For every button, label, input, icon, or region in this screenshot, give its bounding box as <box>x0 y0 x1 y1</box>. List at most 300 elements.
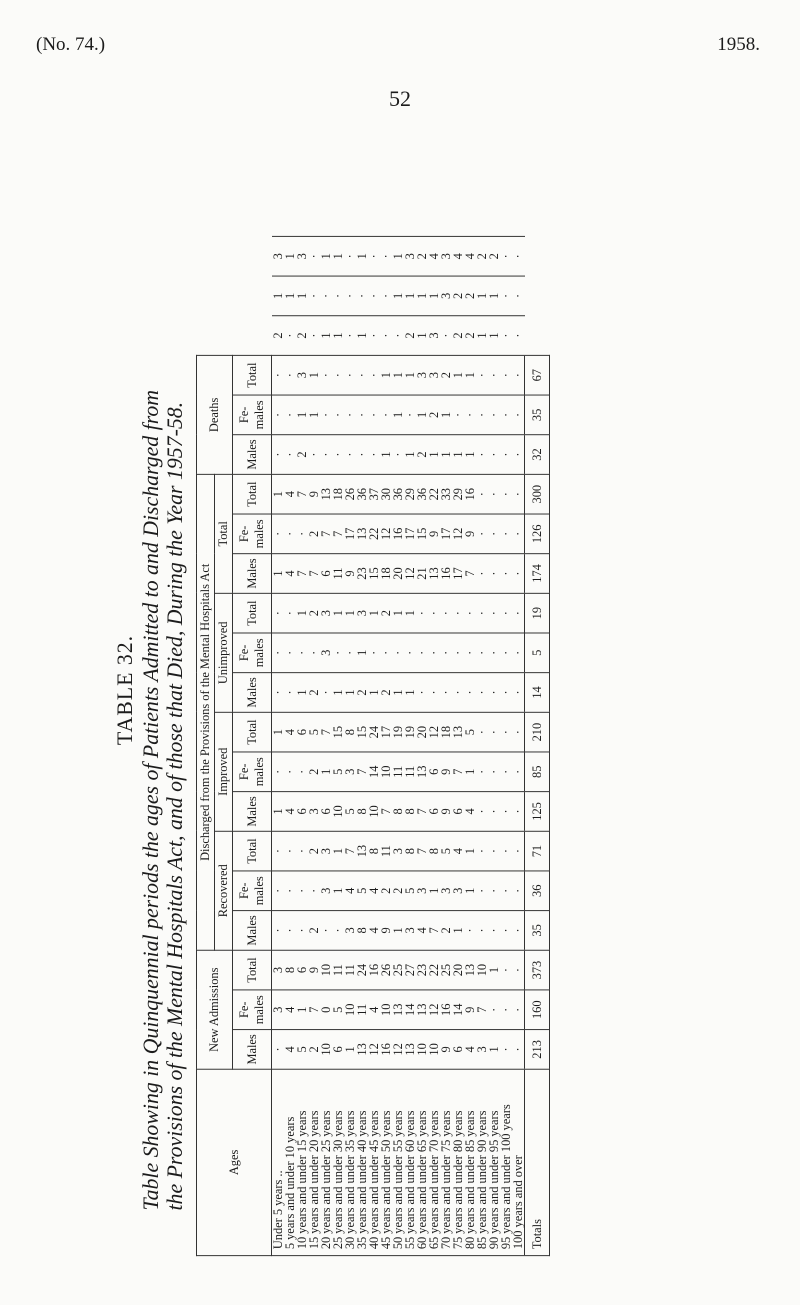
table-cell: · <box>308 871 320 911</box>
table-cell: 1 <box>332 871 344 911</box>
table-cell: 4 <box>284 554 296 594</box>
table-cell: · <box>452 673 464 713</box>
table-cell: 4 <box>368 990 380 1030</box>
table-cell: · <box>284 633 296 673</box>
table-cell: · <box>284 831 296 871</box>
table-cell: 29 <box>404 474 416 514</box>
table-cell: 1 <box>332 236 344 276</box>
table-cell: · <box>488 554 500 594</box>
table-cell: 4 <box>284 792 296 832</box>
totals-label: Totals <box>525 1069 550 1255</box>
table-cell: · <box>284 435 296 475</box>
table-cell: · <box>512 792 525 832</box>
table-cell: 3 <box>272 236 285 276</box>
table-cell: · <box>500 554 512 594</box>
table-cell: 2 <box>488 236 500 276</box>
subheader-females: Fe-males <box>233 990 272 1030</box>
table-cell: · <box>500 673 512 713</box>
table-cell: 3 <box>440 236 452 276</box>
table-cell: 5 <box>344 792 356 832</box>
table-cell: 10 <box>320 1030 332 1070</box>
table-cell: 1 <box>272 792 285 832</box>
table-cell: 10 <box>416 1030 428 1070</box>
table-row <box>452 236 464 1255</box>
table-cell: · <box>284 673 296 713</box>
table-cell: 1 <box>272 276 285 316</box>
table-cell: 13 <box>356 1030 368 1070</box>
table-cell: 3 <box>476 1030 488 1070</box>
table-cell: 1 <box>380 355 392 395</box>
table-row <box>284 236 296 1255</box>
table-cell: 11 <box>392 752 404 792</box>
table-cell: 9 <box>464 990 476 1030</box>
table-cell: 1 <box>344 593 356 633</box>
subheader-total: Total <box>233 355 272 395</box>
table-cell: · <box>476 593 488 633</box>
table-cell: · <box>476 712 488 752</box>
table-cell: 1 <box>404 673 416 713</box>
table-cell: 1 <box>356 316 368 356</box>
page-number: 52 <box>389 86 411 111</box>
table-cell: 26 <box>344 474 356 514</box>
table-cell: 3 <box>308 792 320 832</box>
subheader-total: Total <box>233 950 272 990</box>
table-cell: 1 <box>272 474 285 514</box>
table-cell: 2 <box>308 1030 320 1070</box>
table-cell: · <box>320 911 332 951</box>
table-cell: 1 <box>332 316 344 356</box>
table-cell: 6 <box>296 792 308 832</box>
table-cell: · <box>500 435 512 475</box>
table-cell: 1 <box>440 435 452 475</box>
subheader-females: Fe-males <box>233 514 272 554</box>
table-cell: 30 <box>380 474 392 514</box>
table-cell: 3 <box>272 950 285 990</box>
table-cell: 21 <box>416 554 428 594</box>
table-cell: 2 <box>416 236 428 276</box>
table-cell: 8 <box>404 831 416 871</box>
subheader-males: Males <box>233 554 272 594</box>
table-cell: 6 <box>296 950 308 990</box>
table-cell: · <box>392 435 404 475</box>
table-cell: 1 <box>404 593 416 633</box>
table-cell: 3 <box>344 911 356 951</box>
table-cell: 2 <box>428 395 440 435</box>
table-cell: · <box>476 395 488 435</box>
table-cell: · <box>284 316 296 356</box>
table-cell: · <box>368 276 380 316</box>
table-cell: 19 <box>392 712 404 752</box>
table-cell: 12 <box>428 712 440 752</box>
table-cell: 17 <box>344 514 356 554</box>
table-row <box>464 236 476 1255</box>
table-row <box>332 236 344 1255</box>
total-cell: 35 <box>525 911 550 951</box>
table-cell: 3 <box>320 633 332 673</box>
table-cell: 17 <box>380 712 392 752</box>
table-cell: · <box>380 276 392 316</box>
table-cell: 3 <box>320 593 332 633</box>
table-cell: 6 <box>320 792 332 832</box>
ages-table <box>196 236 550 1256</box>
table-cell: 4 <box>368 871 380 911</box>
table-cell: · <box>452 395 464 435</box>
table-cell: 1 <box>320 316 332 356</box>
table-cell: · <box>308 276 320 316</box>
table-cell: · <box>380 236 392 276</box>
table-cell: · <box>320 435 332 475</box>
table-cell: · <box>500 316 512 356</box>
table-cell: · <box>428 633 440 673</box>
table-cell: 1 <box>272 712 285 752</box>
table-cell: 2 <box>416 435 428 475</box>
table-cell: 2 <box>464 316 476 356</box>
table-cell: 1 <box>452 355 464 395</box>
table-cell: · <box>500 752 512 792</box>
table-row <box>272 236 285 1255</box>
table-cell: 2 <box>308 752 320 792</box>
table-cell: · <box>332 395 344 435</box>
table-cell: 1 <box>440 395 452 435</box>
table-cell: · <box>476 752 488 792</box>
table-cell: · <box>512 395 525 435</box>
table-cell: 2 <box>380 593 392 633</box>
table-cell: · <box>500 990 512 1030</box>
series-number: (No. 74.) <box>36 34 106 55</box>
total-cell: 210 <box>525 712 550 752</box>
age-label: 65 years and under 70 years <box>428 1069 440 1255</box>
table-cell: · <box>356 435 368 475</box>
table-cell: 24 <box>356 950 368 990</box>
table-cell: 4 <box>416 911 428 951</box>
table-cell: · <box>476 554 488 594</box>
table-cell: 2 <box>296 435 308 475</box>
table-cell: 2 <box>392 871 404 911</box>
table-cell: · <box>488 673 500 713</box>
table-cell: 18 <box>440 712 452 752</box>
table-cell: 16 <box>380 1030 392 1070</box>
table-cell: 13 <box>416 990 428 1030</box>
table-cell: 12 <box>404 554 416 594</box>
table-cell: 14 <box>452 990 464 1030</box>
table-cell: · <box>296 831 308 871</box>
table-cell: · <box>440 673 452 713</box>
table-cell: 16 <box>464 474 476 514</box>
table-cell: · <box>284 514 296 554</box>
subheader-males: Males <box>233 792 272 832</box>
table-cell: · <box>392 316 404 356</box>
table-cell: 7 <box>308 554 320 594</box>
table-cell: 1 <box>452 435 464 475</box>
table-cell: · <box>500 633 512 673</box>
table-cell: 2 <box>308 514 320 554</box>
table-cell: 16 <box>440 990 452 1030</box>
table-cell: · <box>284 593 296 633</box>
table-cell: 17 <box>404 514 416 554</box>
table-cell: · <box>272 355 285 395</box>
age-label: 75 years and under 80 years <box>452 1069 464 1255</box>
table-cell: 13 <box>416 752 428 792</box>
age-label: 70 years and under 75 years <box>440 1069 452 1255</box>
table-cell: · <box>512 633 525 673</box>
table-cell: 1 <box>464 355 476 395</box>
table-cell: 27 <box>404 950 416 990</box>
table-cell: 10 <box>428 1030 440 1070</box>
age-label: 20 years and under 25 years <box>320 1069 332 1255</box>
table-cell: 1 <box>416 316 428 356</box>
table-cell: 22 <box>368 514 380 554</box>
age-label: 25 years and under 30 years <box>332 1069 344 1255</box>
table-cell: 3 <box>428 316 440 356</box>
table-cell: · <box>512 831 525 871</box>
table-cell: 1 <box>380 435 392 475</box>
table-cell: · <box>332 633 344 673</box>
table-cell: · <box>500 593 512 633</box>
table-cell: 5 <box>464 712 476 752</box>
table-cell: · <box>272 1030 285 1070</box>
new-admissions-header: New Admissions <box>197 950 233 1069</box>
age-label: 60 years and under 65 years <box>416 1069 428 1255</box>
table-cell: 1 <box>488 276 500 316</box>
table-cell: 15 <box>356 712 368 752</box>
table-cell: 8 <box>284 950 296 990</box>
table-row <box>380 236 392 1255</box>
table-cell: · <box>320 355 332 395</box>
table-cell: 6 <box>452 1030 464 1070</box>
table-cell: 15 <box>332 712 344 752</box>
table-cell: · <box>440 316 452 356</box>
table-cell: 1 <box>296 593 308 633</box>
subheader-total: Total <box>233 831 272 871</box>
table-cell: 36 <box>392 474 404 514</box>
table-row <box>368 236 380 1255</box>
table-cell: 3 <box>440 871 452 911</box>
age-label: 35 years and under 40 years <box>356 1069 368 1255</box>
table-cell: · <box>464 673 476 713</box>
table-cell: · <box>332 276 344 316</box>
table-cell: 5 <box>296 1030 308 1070</box>
table-cell: · <box>500 474 512 514</box>
table-cell: 2 <box>296 316 308 356</box>
table-cell: 6 <box>428 752 440 792</box>
table-cell: 1 <box>428 871 440 911</box>
table-cell: 13 <box>356 831 368 871</box>
table-cell: · <box>416 633 428 673</box>
table-cell: 1 <box>476 276 488 316</box>
table-cell: · <box>488 712 500 752</box>
table-cell: 7 <box>452 752 464 792</box>
table-cell: 6 <box>452 792 464 832</box>
table-cell: · <box>284 871 296 911</box>
age-label: 100 years and over <box>512 1069 525 1255</box>
table-cell: · <box>512 355 525 395</box>
table-cell: 5 <box>308 712 320 752</box>
table-cell: 1 <box>332 673 344 713</box>
unimproved-header: Unimproved <box>215 593 233 712</box>
table-cell: 36 <box>416 474 428 514</box>
table-cell: 4 <box>284 1030 296 1070</box>
table-cell: · <box>368 395 380 435</box>
table-cell: 8 <box>428 831 440 871</box>
table-cell: · <box>272 831 285 871</box>
table-cell: 0 <box>320 990 332 1030</box>
table-cell: 4 <box>284 474 296 514</box>
table-cell: · <box>296 752 308 792</box>
table-cell: 1 <box>296 276 308 316</box>
table-cell: 4 <box>284 990 296 1030</box>
table-cell: 14 <box>404 990 416 1030</box>
table-cell: · <box>356 276 368 316</box>
table-cell: · <box>272 633 285 673</box>
table-cell: 6 <box>296 712 308 752</box>
table-cell: 3 <box>416 355 428 395</box>
subheader-females: Fe-males <box>233 395 272 435</box>
table-cell: 18 <box>332 474 344 514</box>
table-cell: 7 <box>428 911 440 951</box>
table-cell: · <box>380 316 392 356</box>
ages-header: Ages <box>197 1069 272 1255</box>
year-label: 1958. <box>717 34 760 55</box>
table-cell: 15 <box>368 554 380 594</box>
table-cell: · <box>500 395 512 435</box>
table-cell: · <box>344 316 356 356</box>
table-cell: 3 <box>272 990 285 1030</box>
table-cell: 10 <box>476 950 488 990</box>
table-cell: 3 <box>356 593 368 633</box>
table-cell: 23 <box>416 950 428 990</box>
table-cell: 8 <box>392 792 404 832</box>
table-cell: 3 <box>320 871 332 911</box>
table-cell: · <box>284 752 296 792</box>
table-row <box>428 236 440 1255</box>
table-cell: · <box>500 712 512 752</box>
table-cell: · <box>488 435 500 475</box>
age-label: 85 years and under 90 years <box>476 1069 488 1255</box>
table-cell: · <box>500 831 512 871</box>
table-cell: 2 <box>308 593 320 633</box>
table-cell: 14 <box>368 752 380 792</box>
table-cell: 13 <box>404 1030 416 1070</box>
table-cell: 1 <box>392 236 404 276</box>
table-cell: · <box>272 871 285 911</box>
table-row <box>500 236 512 1255</box>
table-cell: 2 <box>356 673 368 713</box>
total-cell: 126 <box>525 514 550 554</box>
table-row <box>416 236 428 1255</box>
table-cell: · <box>512 554 525 594</box>
table-cell: 12 <box>368 1030 380 1070</box>
table-cell: 9 <box>308 474 320 514</box>
table-cell: · <box>464 593 476 633</box>
age-label: 50 years and under 55 years <box>392 1069 404 1255</box>
table-cell: 13 <box>320 474 332 514</box>
table-cell: · <box>488 990 500 1030</box>
table-cell: 3 <box>404 236 416 276</box>
table-cell: 4 <box>452 236 464 276</box>
table-cell: · <box>512 871 525 911</box>
table-cell: 23 <box>356 554 368 594</box>
table-row <box>476 236 488 1255</box>
age-label: 55 years and under 60 years <box>404 1069 416 1255</box>
table-cell: 8 <box>368 831 380 871</box>
table-cell: 1 <box>404 435 416 475</box>
table-cell: 5 <box>356 871 368 911</box>
table-cell: 12 <box>392 1030 404 1070</box>
subheader-males: Males <box>233 1030 272 1070</box>
table-row <box>488 236 500 1255</box>
table-cell: 19 <box>404 712 416 752</box>
table-cell: 5 <box>332 990 344 1030</box>
table-cell: · <box>440 593 452 633</box>
table-cell: 1 <box>404 276 416 316</box>
table-cell: · <box>512 712 525 752</box>
table-cell: · <box>272 435 285 475</box>
table-cell: · <box>272 752 285 792</box>
table-cell: 1 <box>392 355 404 395</box>
table-cell: · <box>344 276 356 316</box>
subheader-males: Males <box>233 673 272 713</box>
table-cell: 1 <box>488 1030 500 1070</box>
table-cell: 1 <box>392 911 404 951</box>
total-cell: 213 <box>525 1030 550 1070</box>
table-cell: 1 <box>392 673 404 713</box>
table-cell: 36 <box>356 474 368 514</box>
table-cell: · <box>452 633 464 673</box>
rotated-table-block <box>110 110 760 1270</box>
total-cell: 160 <box>525 990 550 1030</box>
table-row <box>344 236 356 1255</box>
table-row <box>392 236 404 1255</box>
table-cell: · <box>476 831 488 871</box>
table-cell: 1 <box>464 435 476 475</box>
table-cell: · <box>368 355 380 395</box>
table-cell: · <box>488 792 500 832</box>
table-cell: 2 <box>308 911 320 951</box>
table-cell: 8 <box>404 792 416 832</box>
table-cell: 18 <box>380 554 392 594</box>
table-cell: 2 <box>272 316 285 356</box>
table-cell: 4 <box>368 911 380 951</box>
table-cell: 10 <box>344 990 356 1030</box>
table-cell: · <box>488 911 500 951</box>
table-cell: · <box>356 395 368 435</box>
table-cell: 1 <box>308 395 320 435</box>
table-cell: · <box>380 633 392 673</box>
table-cell: 9 <box>440 1030 452 1070</box>
table-cell: · <box>512 911 525 951</box>
table-row <box>296 236 308 1255</box>
table-cell: · <box>476 633 488 673</box>
table-cell: 3 <box>344 752 356 792</box>
table-cell: 16 <box>368 950 380 990</box>
table-cell: 13 <box>392 990 404 1030</box>
table-cell: 7 <box>332 514 344 554</box>
table-cell: 9 <box>428 514 440 554</box>
table-cell: 1 <box>296 673 308 713</box>
table-cell: 7 <box>416 831 428 871</box>
table-cell: 25 <box>392 950 404 990</box>
table-row <box>440 236 452 1255</box>
table-row <box>404 236 416 1255</box>
table-row <box>308 236 320 1255</box>
age-label: 80 years and under 85 years <box>464 1069 476 1255</box>
table-cell: 1 <box>320 752 332 792</box>
table-cell: 1 <box>332 593 344 633</box>
total-cell: 19 <box>525 593 550 633</box>
table-cell: 8 <box>344 712 356 752</box>
table-cell: 22 <box>428 950 440 990</box>
table-cell: · <box>308 316 320 356</box>
